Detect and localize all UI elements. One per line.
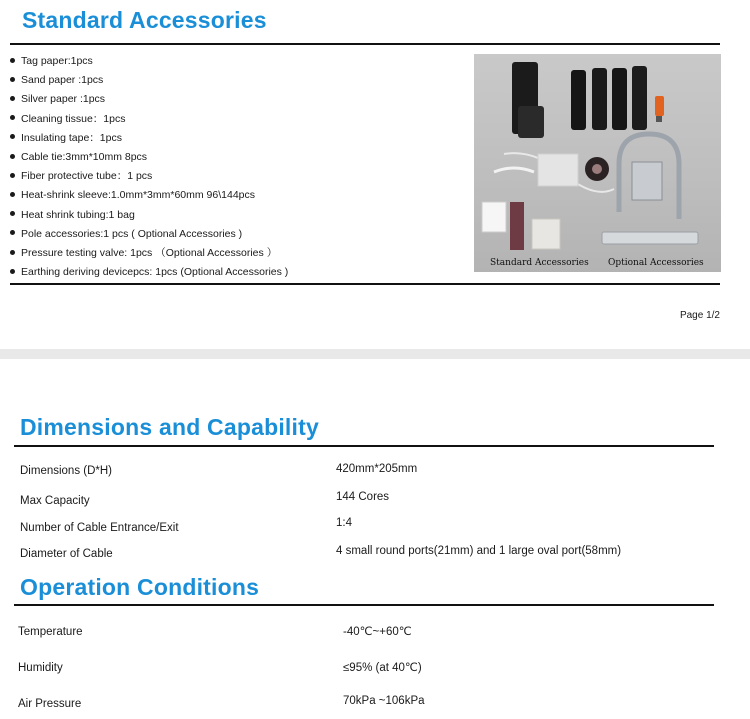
spec-label: Max Capacity bbox=[20, 495, 90, 507]
list-item-text: Cleaning tissue：1pcs bbox=[21, 112, 126, 125]
list-item bbox=[10, 148, 288, 167]
spec-label: Humidity bbox=[18, 662, 63, 674]
spec-label: Diameter of Cable bbox=[20, 548, 113, 560]
list-item bbox=[10, 225, 288, 244]
list-item-text: Cable tie:3mm*10mm 8pcs bbox=[21, 150, 148, 163]
list-item bbox=[10, 129, 288, 148]
bullet-icon bbox=[10, 96, 15, 101]
spec-label: Number of Cable Entrance/Exit bbox=[20, 522, 179, 534]
list-item-text: Heat-shrink sleeve:1.0mm*3mm*60mm 96\144pcs bbox=[21, 189, 256, 202]
list-item-text: Insulating tape：1pcs bbox=[21, 131, 122, 144]
bullet-icon bbox=[10, 173, 15, 178]
spec-row bbox=[20, 545, 720, 564]
photo-caption-optional: Optional Accessories bbox=[608, 258, 704, 268]
spec-value: 4 small round ports(21mm) and 1 large oval port(58mm) bbox=[336, 545, 622, 557]
list-item bbox=[10, 167, 288, 186]
section-title-standard-accessories: Standard Accessories bbox=[22, 7, 267, 33]
spec-row bbox=[18, 662, 718, 678]
bullet-icon bbox=[10, 58, 15, 63]
document-page-2 bbox=[0, 359, 750, 719]
list-item-text: Silver paper :1pcs bbox=[21, 93, 106, 106]
section-rule bbox=[14, 445, 714, 447]
spec-row bbox=[20, 465, 720, 481]
bullet-icon bbox=[10, 154, 15, 159]
spec-label: Temperature bbox=[18, 626, 83, 638]
spec-value: 420mm*205mm bbox=[336, 463, 418, 475]
spec-row bbox=[18, 626, 718, 642]
spec-value: ≤95% (at 40℃) bbox=[343, 662, 422, 674]
list-item bbox=[10, 52, 288, 71]
list-item-text: Heat shrink tubing:1 bag bbox=[21, 208, 135, 221]
spec-value: 70kPa ~106kPa bbox=[343, 695, 425, 707]
accessories-illustration bbox=[474, 54, 721, 272]
section-title-dimensions: Dimensions and Capability bbox=[20, 414, 319, 440]
spec-value: 144 Cores bbox=[336, 491, 390, 503]
accessories-list bbox=[10, 52, 288, 282]
accessories-photo bbox=[474, 54, 721, 272]
bullet-icon bbox=[10, 77, 15, 82]
list-item bbox=[10, 244, 288, 263]
list-item bbox=[10, 110, 288, 129]
list-item-text: Pole accessories:1 pcs ( Optional Accessories ) bbox=[21, 227, 243, 240]
section-rule bbox=[14, 604, 714, 606]
spec-row bbox=[20, 517, 720, 538]
list-item bbox=[10, 186, 288, 205]
bullet-icon bbox=[10, 134, 15, 139]
section-rule bbox=[10, 283, 720, 285]
spec-value: -40℃~+60℃ bbox=[343, 626, 412, 638]
bullet-icon bbox=[10, 115, 15, 120]
list-item-text: Earthing deriving devicepcs: 1pcs (Optional Accessories ) bbox=[21, 266, 289, 279]
list-item-text: Sand paper :1pcs bbox=[21, 74, 104, 87]
list-item-text: Pressure testing valve: 1pcs （Optional Accessories ） bbox=[21, 246, 278, 259]
section-title-operation-conditions: Operation Conditions bbox=[20, 574, 260, 600]
list-item bbox=[10, 263, 288, 282]
spec-value: 1:4 bbox=[336, 517, 352, 529]
list-item-text: Fiber protective tube：1 pcs bbox=[21, 170, 153, 183]
bullet-icon bbox=[10, 250, 15, 255]
bullet-icon bbox=[10, 269, 15, 274]
document-page-1 bbox=[0, 0, 750, 349]
spec-row bbox=[18, 695, 718, 714]
list-item-text: Tag paper:1pcs bbox=[21, 55, 93, 67]
spec-row bbox=[20, 491, 720, 511]
photo-caption-standard: Standard Accessories bbox=[490, 258, 589, 268]
spec-label: Air Pressure bbox=[18, 698, 82, 710]
bullet-icon bbox=[10, 230, 15, 235]
spec-label: Dimensions (D*H) bbox=[20, 465, 113, 477]
section-rule bbox=[10, 43, 720, 45]
page-number: Page 1/2 bbox=[679, 310, 720, 321]
list-item bbox=[10, 71, 288, 90]
bullet-icon bbox=[10, 192, 15, 197]
list-item bbox=[10, 206, 288, 225]
list-item bbox=[10, 90, 288, 109]
bullet-icon bbox=[10, 211, 15, 216]
